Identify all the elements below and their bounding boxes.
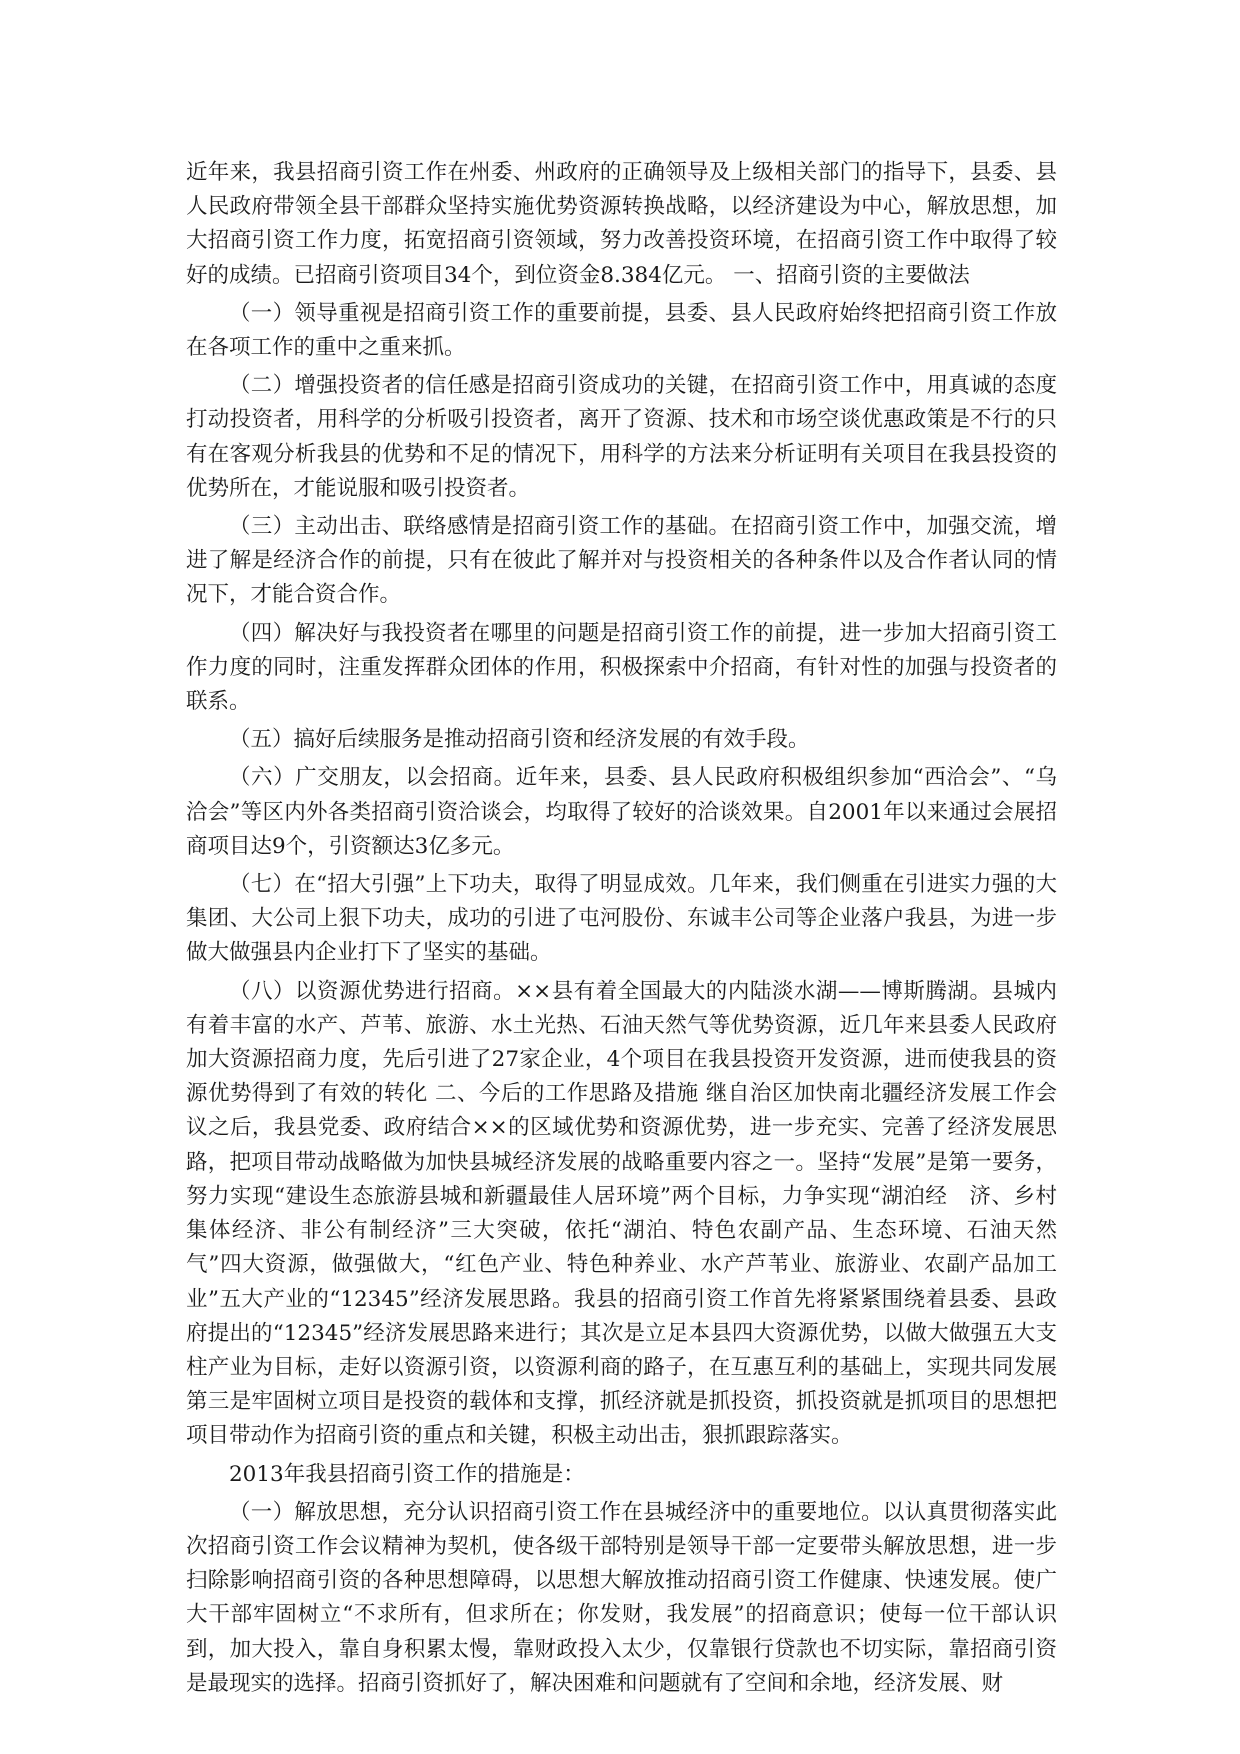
paragraph-2013-heading: 2013年我县招商引资工作的措施是： [229, 1461, 585, 1487]
paragraph-measure-3: （三）主动出击、联络感情是招商引资工作的基础。在招商引资工作中，加强交流，增进了解是经济合作的前提，只有在彼此了解并对与投资相关的各种条件以及合作者认同的情况下，才能合资合作。 [186, 514, 1057, 608]
paragraph-measure-5: （五）搞好后续服务是推动招商引资和经济发展的有效手段。 [229, 727, 810, 753]
document-body [186, 156, 1057, 1705]
paragraph-2013-measure-1: （一）解放思想，充分认识招商引资工作在县城经济中的重要地位。以认真贯彻落实此次招商引资工作会议精神为契机，使各级干部特别是领导干部一定要带头解放思想，进一步扫除影响招商引资的各种思想障碍，以思想大解放推动招商引资工作健康、快速发展。使广大干部牢固树立“不求所有，但求所在；你发财，我发展”的招商意识；使每一位干部认识到，加大投入，靠自身积累太慢，靠财政投入太少，仅靠银行贷款也不切实际，靠招商引资是最现实的选择。招商引资抓好了，解决困难和问题就有了空间和余地，经济发展、财 [186, 1499, 1057, 1696]
paragraph-measure-4: （四）解决好与我投资者在哪里的问题是招商引资工作的前提，进一步加大招商引资工作力度的同时，注重发挥群众团体的作用，积极探索中介招商，有针对性的加强与投资者的联系。 [186, 620, 1057, 715]
paragraph-measure-2: （二）增强投资者的信任感是招商引资成功的关键，在招商引资工作中，用真诚的态度打动投资者，用科学的分析吸引投资者，离开了资源、技术和市场空谈优惠政策是不行的只有在客观分析我县的优势和不足的情况下，用科学的方法来分析证明有关项目在我县投资的优势所在，才能说服和吸引投资者。 [186, 373, 1057, 501]
paragraph-measure-6: （六）广交朋友，以会招商。近年来，县委、县人民政府积极组织参加“西洽会”、“乌洽会”等区内外各类招商引资洽谈会，均取得了较好的洽谈效果。自2001年以来通过会展招商项目达9个，引资额达3亿多元。 [186, 765, 1057, 859]
paragraph-measure-1: （一）领导重视是招商引资工作的重要前提，县委、县人民政府始终把招商引资工作放在各项工作的重中之重来抓。 [186, 300, 1057, 361]
intro-paragraph: 近年来，我县招商引资工作在州委、州政府的正确领导及上级相关部门的指导下，县委、县人民政府带领全县干部群众坚持实施优势资源转换战略，以经济建设为中心，解放思想，加大招商引资工作力度，拓宽招商引资领域，努力改善投资环境，在招商引资工作中取得了较好的成绩。已招商引资项目34个，到位资金8.384亿元。 一、招商引资的主要做法 [186, 160, 1057, 288]
paragraph-measure-8: （八）以资源优势进行招商。××县有着全国最大的内陆淡水湖——博斯腾湖。县城内有着丰富的水产、芦苇、旅游、水土光热、石油天然气等优势资源，近几年来县委人民政府加大资源招商力度，先后引进了27家企业，4个项目在我县投资开发资源，进而使我县的资源优势得到了有效的转化 二、今后的工作思路及措施 继自治区加快南北疆经济发展工作会议之后，我县党委、政府结合××的区域优势和资源优势，进一步充实、完善了经济发展思路，把项目带动战略做为加快县城经济发展的战略重要内容之一。坚持“发展”是第一要务，努力实现“建设生态旅游县城和新疆最佳人居环境”两个目标，力争实现“湖泊经 济、乡村集体经济、非公有制经济”三大突破，依托“湖泊、特色农副产品、生态环境、石油天然气”四大资源，做强做大，“红色产业、特色种养业、水产芦苇业、旅游业、农副产品加工业”五大产业的“12345”经济发展思路。我县的招商引资工作首先将紧紧围绕着县委、县政府提出的“12345”经济发展思路来进行；其次是立足本县四大资源优势，以做大做强五大支柱产业为目标，走好以资源引资，以资源利商的路子，在互惠互利的基础上，实现共同发展第三是牢固树立项目是投资的载体和支撑，抓经济就是抓投资，抓投资就是抓项目的思想把项目带动作为招商引资的重点和关键，积极主动出击，狠抓跟踪落实。 [186, 978, 1057, 1449]
paragraph-measure-7: （七）在“招大引强”上下功夫，取得了明显成效。几年来，我们侧重在引进实力强的大集团、大公司上狠下功夫，成功的引进了屯河股份、东诚丰公司等企业落户我县，为进一步做大做强县内企业打下了坚实的基础。 [186, 872, 1057, 966]
